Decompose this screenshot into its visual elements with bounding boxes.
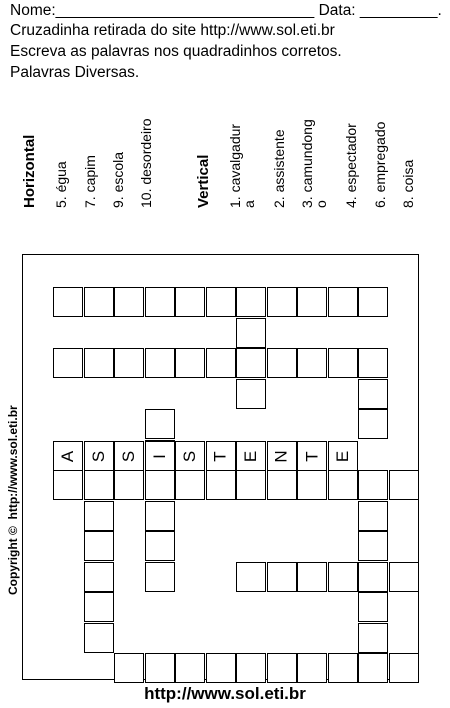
clue-v-8: 8. coisa <box>400 159 416 208</box>
crossword-cell[interactable] <box>84 592 114 622</box>
crossword-cell-letter[interactable] <box>267 441 297 471</box>
cell-letter: S <box>119 450 139 462</box>
crossword-cell[interactable] <box>84 531 114 561</box>
crossword-cell[interactable] <box>114 287 144 317</box>
crossword-cell[interactable] <box>358 379 388 409</box>
vertical-title: Vertical <box>195 154 212 208</box>
crossword-cell-letter[interactable] <box>297 441 327 471</box>
crossword-cell[interactable] <box>84 623 114 653</box>
crossword-cell[interactable] <box>145 501 175 531</box>
crossword-cell[interactable] <box>297 562 327 592</box>
crossword-cell[interactable] <box>53 348 83 378</box>
cell-letter: S <box>180 450 200 462</box>
crossword-cell-letter[interactable] <box>236 441 266 471</box>
crossword-cell-letter[interactable] <box>175 441 205 471</box>
crossword-cell[interactable] <box>206 470 236 500</box>
crossword-cell[interactable] <box>236 348 266 378</box>
crossword-cell[interactable] <box>114 653 144 683</box>
crossword-cell[interactable] <box>328 562 358 592</box>
cell-letter: E <box>333 450 352 462</box>
crossword-cell[interactable] <box>84 470 114 500</box>
crossword-cell[interactable] <box>145 409 175 439</box>
clue-v-1: 1. cavalgadur a <box>227 123 257 208</box>
crossword-cell[interactable] <box>84 348 114 378</box>
crossword-cell-letter[interactable] <box>328 441 358 471</box>
cell-letter: T <box>302 450 322 462</box>
cell-letter: N <box>272 449 291 463</box>
crossword-cell[interactable] <box>358 470 388 500</box>
crossword-cell[interactable] <box>358 653 388 683</box>
crossword-cell[interactable] <box>206 653 236 683</box>
crossword-cell[interactable] <box>236 318 266 348</box>
crossword-cell[interactable] <box>358 562 388 592</box>
crossword-cell[interactable] <box>236 653 266 683</box>
crossword-cell[interactable] <box>145 531 175 561</box>
clue-v-3: 3. camundong o <box>299 119 329 208</box>
clue-v-4: 4. espectador <box>343 123 359 208</box>
crossword-cell[interactable] <box>114 348 144 378</box>
crossword-cell[interactable] <box>328 653 358 683</box>
crossword-cell[interactable] <box>236 379 266 409</box>
cell-letter: S <box>89 450 108 462</box>
crossword-cell[interactable] <box>297 653 327 683</box>
crossword-cell[interactable] <box>297 287 327 317</box>
crossword-cell[interactable] <box>206 348 236 378</box>
crossword-cell[interactable] <box>114 470 144 500</box>
crossword-cell[interactable] <box>267 470 297 500</box>
crossword-cell[interactable] <box>84 287 114 317</box>
crossword-cell[interactable] <box>358 623 388 653</box>
crossword-cell-letter[interactable] <box>53 441 83 471</box>
crossword-cell[interactable] <box>206 287 236 317</box>
crossword-board <box>22 254 419 680</box>
crossword-cell[interactable] <box>328 470 358 500</box>
crossword-cell[interactable] <box>175 470 205 500</box>
clue-v-2: 2. assistente <box>271 129 287 208</box>
theme-line: Palavras Diversas. <box>10 64 140 81</box>
crossword-cell[interactable] <box>175 653 205 683</box>
crossword-cell-letter[interactable] <box>145 441 175 471</box>
clue-h-5: 5. égua <box>53 161 69 208</box>
copyright-text: Copyright © http://www.sol.eti.br <box>6 405 20 595</box>
crossword-cell[interactable] <box>358 409 388 439</box>
crossword-cell[interactable] <box>267 287 297 317</box>
crossword-cell[interactable] <box>84 501 114 531</box>
crossword-cell[interactable] <box>358 592 388 622</box>
crossword-cell[interactable] <box>175 348 205 378</box>
instruction-line: Escreva as palavras nos quadradinhos corretos. <box>10 43 342 60</box>
crossword-cell[interactable] <box>389 562 419 592</box>
crossword-cell[interactable] <box>328 287 358 317</box>
crossword-cell-letter[interactable] <box>114 441 144 471</box>
crossword-cell[interactable] <box>145 287 175 317</box>
crossword-cell[interactable] <box>358 348 388 378</box>
footer-url: http://www.sol.eti.br <box>144 684 306 703</box>
crossword-cell-letter[interactable] <box>84 441 114 471</box>
crossword-cell[interactable] <box>267 562 297 592</box>
crossword-cell[interactable] <box>175 287 205 317</box>
cell-letter: E <box>241 450 261 462</box>
clue-h-7: 7. capim <box>82 155 98 208</box>
crossword-cell[interactable] <box>389 470 419 500</box>
crossword-cell[interactable] <box>145 348 175 378</box>
crossword-cell[interactable] <box>267 348 297 378</box>
name-date-line: Nome:______________________________ Data: _________. <box>10 2 442 19</box>
crossword-cell[interactable] <box>297 348 327 378</box>
crossword-cell[interactable] <box>145 653 175 683</box>
clue-h-10: 10. desordeiro <box>138 118 154 208</box>
clue-v-6: 6. empregado <box>372 121 388 208</box>
crossword-cell[interactable] <box>358 287 388 317</box>
crossword-cell[interactable] <box>53 287 83 317</box>
crossword-cell[interactable] <box>236 562 266 592</box>
cell-letter: T <box>210 450 230 462</box>
clue-h-9: 9. escola <box>110 151 126 208</box>
cell-letter: A <box>58 450 78 462</box>
horizontal-title: Horizontal <box>21 134 38 208</box>
crossword-cell[interactable] <box>53 470 83 500</box>
crossword-cell-letter[interactable] <box>206 441 236 471</box>
crossword-cell[interactable] <box>145 562 175 592</box>
crossword-cell[interactable] <box>267 653 297 683</box>
source-line: Cruzadinha retirada do site http://www.sol.eti.br <box>10 22 335 39</box>
crossword-cell[interactable] <box>389 653 419 683</box>
crossword-cell[interactable] <box>358 501 388 531</box>
crossword-cell[interactable] <box>145 470 175 500</box>
crossword-cell[interactable] <box>358 531 388 561</box>
crossword-cell[interactable] <box>236 287 266 317</box>
crossword-cell[interactable] <box>84 562 114 592</box>
crossword-cell[interactable] <box>328 348 358 378</box>
crossword-cell[interactable] <box>297 470 327 500</box>
cell-letter: I <box>149 453 169 459</box>
crossword-cell[interactable] <box>236 470 266 500</box>
